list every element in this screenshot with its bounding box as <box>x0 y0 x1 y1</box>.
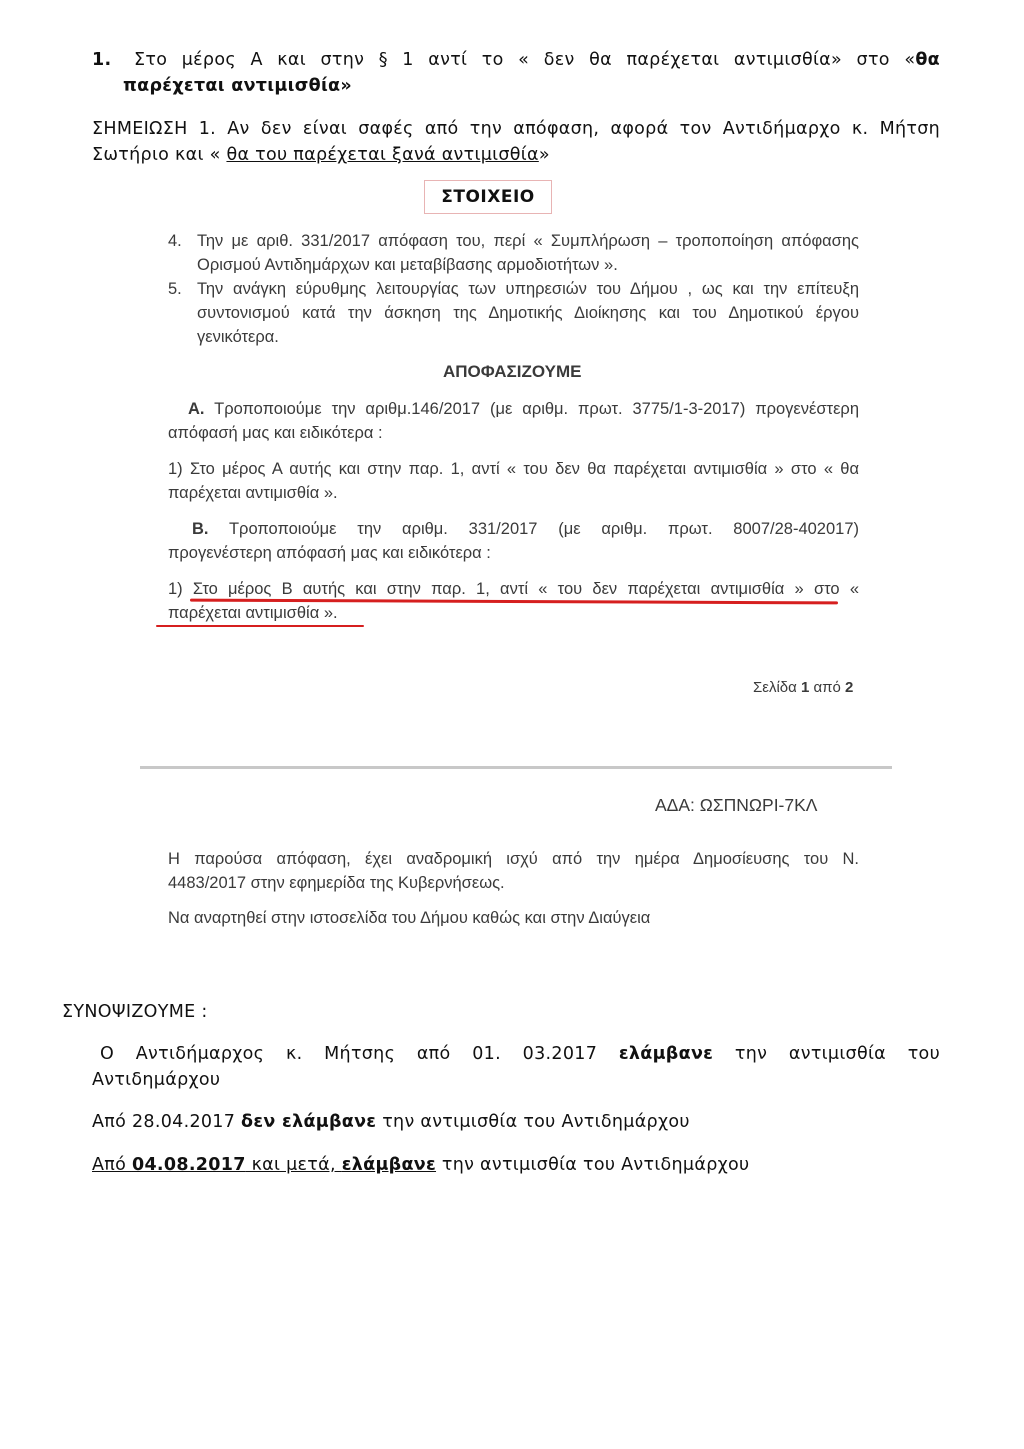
scan2-line1: Η παρούσα απόφαση, έχει αναδρομική ισχύ από την ημέρα Δημοσίευσης του Ν. <box>168 850 859 868</box>
scan-A-line2: απόφασή μας και ειδικότερα : <box>168 424 383 442</box>
scan-B-label: Β. <box>192 520 209 538</box>
scan-heading: ΑΠΟΦΑΣΙΖΟΥΜΕ <box>443 362 582 381</box>
scan-A1-line2: παρέχεται αντιμισθία ». <box>168 484 338 502</box>
scan-B1-line1: 1) Στο μέρος Β αυτής και στην παρ. 1, αντί « του δεν παρέχεται αντιμισθία » στο « <box>168 580 859 598</box>
scan-A1-line1: 1) Στο μέρος Α αυτής και στην παρ. 1, αντί « του δεν θα παρέχεται αντιμισθία » στο « θα <box>168 460 859 478</box>
scan-item5-line2: συντονισμού κατά την άσκηση της Δημοτικής Διοίκησης και του Δημοτικού έργου <box>197 304 859 322</box>
page-number: 1 <box>800 679 810 696</box>
item1-line1-bold: θα <box>915 50 940 70</box>
summary-line2-bold: δεν ελάμβανε <box>241 1112 377 1132</box>
page-divider <box>140 766 892 769</box>
note1-line2-post: » <box>538 145 550 165</box>
scan-item5-line3: γενικότερα. <box>197 328 279 346</box>
item1-line1 <box>134 47 940 73</box>
summary-line3-c: και μετά, <box>245 1155 342 1175</box>
summary-line3-a: Από <box>92 1155 132 1175</box>
summary-line1-pre: Ο Αντιδήμαρχος κ. Μήτσης από 01. 03.2017 <box>100 1044 619 1064</box>
summary-line3 <box>92 1152 749 1178</box>
summary-line2-post: την αντιμισθία του Αντιδημάρχου <box>376 1112 690 1132</box>
summary-line2-pre: Από 28.04.2017 <box>92 1112 242 1132</box>
summary-line1-cont: Αντιδημάρχου <box>92 1070 221 1090</box>
note1-line2 <box>92 142 550 168</box>
summary-line3-bold: ελάμβανε <box>341 1155 437 1175</box>
summary-line1-post: την αντιμισθία του <box>713 1044 940 1064</box>
page-mid: από <box>809 679 846 696</box>
scan2-line2: 4483/2017 στην εφημερίδα της Κυβερνήσεως. <box>168 874 505 892</box>
page-indicator <box>753 676 853 700</box>
item-number: 1. <box>92 50 112 70</box>
summary-heading: ΣΥΝΟΨΙΖΟΥΜΕ : <box>62 1002 208 1022</box>
scan-B-text: Τροποποιούμε την αριθμ. 331/2017 (με αριθμ. πρωτ. 8007/28-402017) <box>208 520 859 538</box>
note1-line1: ΣΗΜΕΙΩΣΗ 1. Αν δεν είναι σαφές από την απόφαση, αφορά τον Αντιδήμαρχο κ. Μήτση <box>92 119 940 139</box>
scan-A-text: Τροποποιούμε την αριθμ.146/2017 (με αριθμ. πρωτ. 3775/1-3-2017) προγενέστερη <box>204 400 859 418</box>
summary-line2 <box>92 1109 690 1135</box>
item1-line1-text: Στο μέρος Α και στην § 1 αντί το « δεν θα παρέχεται αντιμισθία» στο « <box>134 50 916 70</box>
item1-line2: παρέχεται αντιμισθία» <box>123 76 352 96</box>
scan-B-line2: προγενέστερη απόφασή μας και ειδικότερα : <box>168 544 491 562</box>
red-underline-mark <box>156 625 364 627</box>
stamp-box: ΣΤΟΙΧΕΙΟ <box>424 180 552 214</box>
note1-line2-pre: Σωτήριο και « <box>92 145 227 165</box>
summary-line1-bold: ελάμβανε <box>618 1044 714 1064</box>
scan-B-line1 <box>192 517 859 541</box>
page-total: 2 <box>845 679 854 696</box>
scan-A-line1 <box>188 397 859 421</box>
scan-item5-line1: Την ανάγκη εύρυθμης λειτουργίας των υπηρεσιών του Δήμου , ως και την επίτευξη <box>197 280 859 298</box>
scan-item5-number: 5. <box>168 280 182 298</box>
scan-item4-line2: Ορισμού Αντιδημάρχων και μεταβίβασης αρμοδιοτήτων ». <box>197 256 618 274</box>
summary-line1 <box>100 1041 940 1067</box>
note1-underlined: θα του παρέχεται ξανά αντιμισθία <box>226 145 539 165</box>
scan2-line3: Να αναρτηθεί στην ιστοσελίδα του Δήμου καθώς και στην Διαύγεια <box>168 909 651 927</box>
summary-line3-post: την αντιμισθία του Αντιδημάρχου <box>436 1155 750 1175</box>
ada-code: ΑΔΑ: ΩΣΠΝΩΡΙ-7ΚΛ <box>655 795 818 815</box>
scan-item4-line1: Την με αριθ. 331/2017 απόφαση του, περί « Συμπλήρωση – τροποποίηση απόφασης <box>197 232 859 250</box>
page-pre: Σελίδα <box>753 679 801 696</box>
scan-A-label: Α. <box>188 400 205 418</box>
scan-item4-number: 4. <box>168 232 182 250</box>
scan-B1-line2: παρέχεται αντιμισθία ». <box>168 604 338 622</box>
summary-line3-date: 04.08.2017 <box>131 1155 246 1175</box>
